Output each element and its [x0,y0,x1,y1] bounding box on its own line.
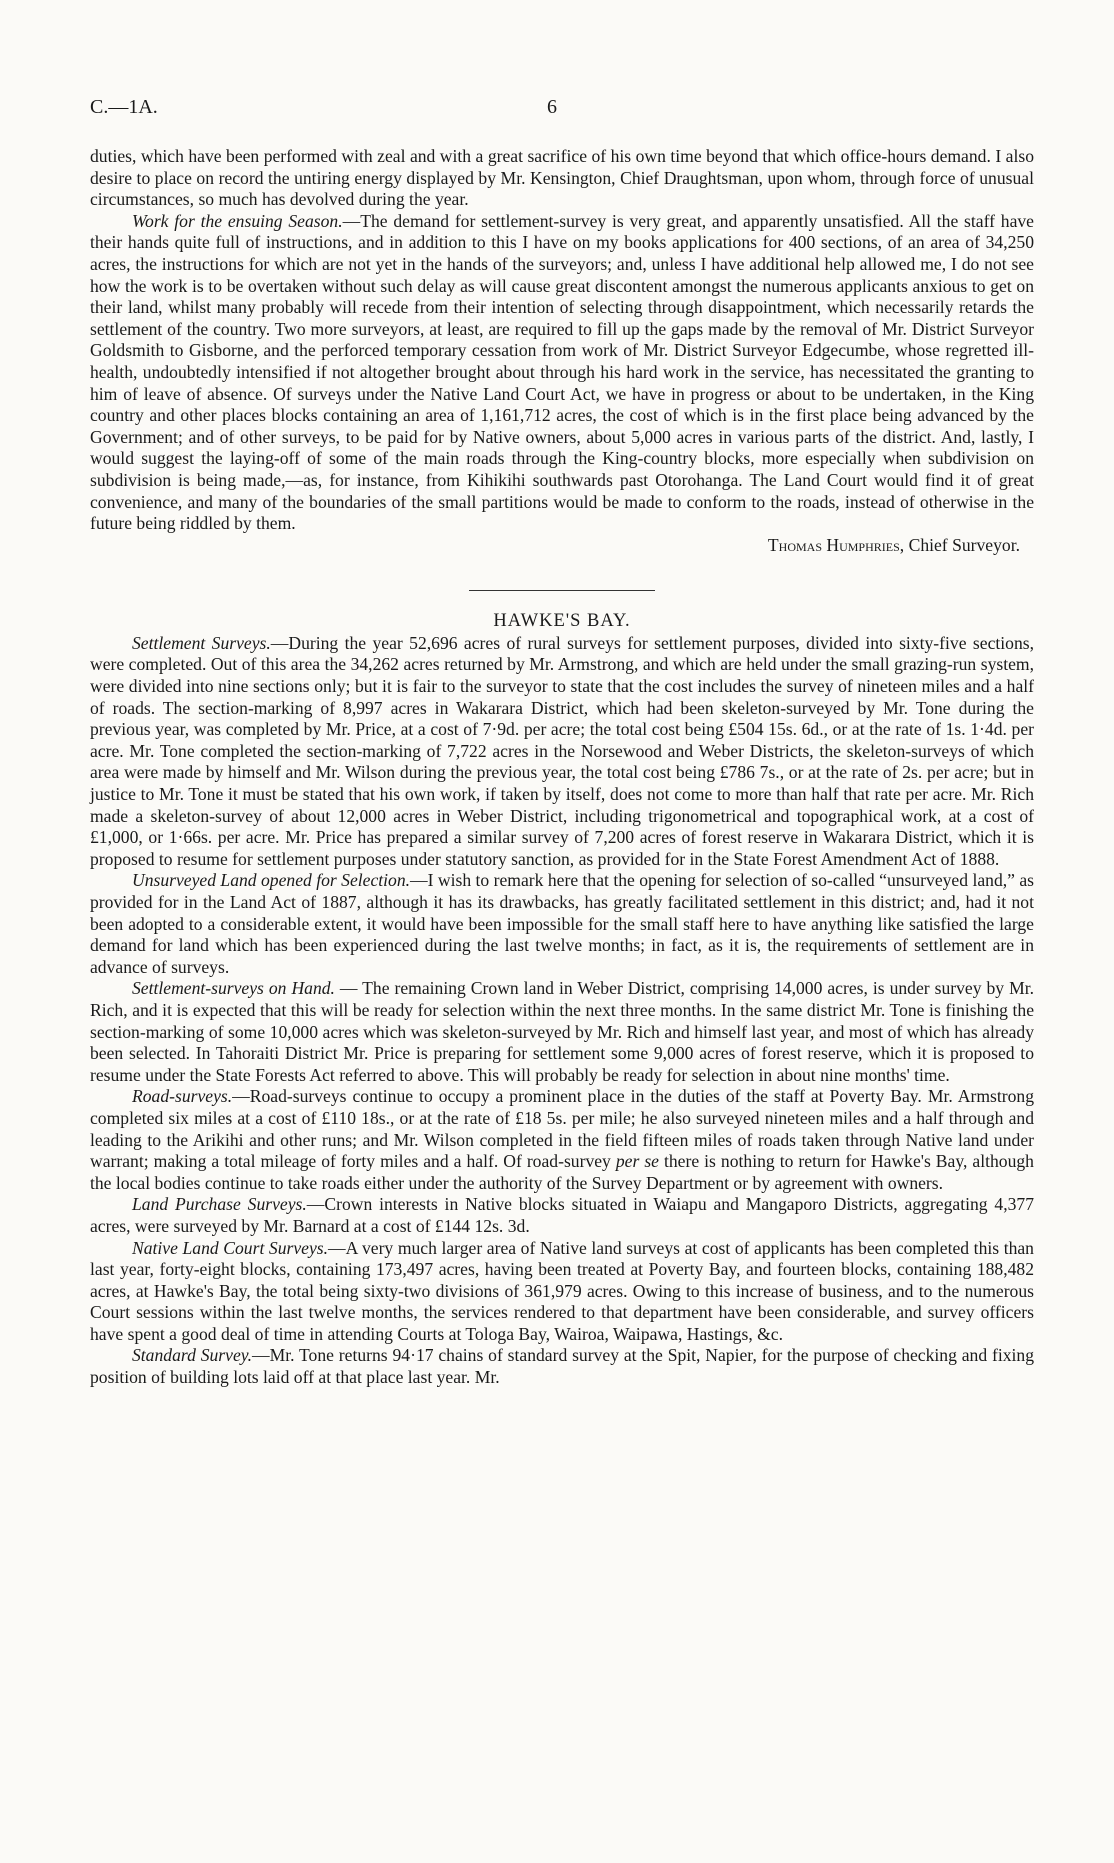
page-number: 6 [547,96,557,118]
paragraph-lead: Native Land Court Surveys. [132,1237,329,1258]
paragraph-settlement-surveys: Settlement Surveys.—During the year 52,696 acres of rural surveys for settlement purposes, divided into sixty-five sections, were completed. Out of this area the 34,262 acres returned by Mr. Armstrong, and which are held under the small grazing-run system, were divided into nine sections only; but it is fair to the surveyor to state that the cost includes the survey of nineteen miles and a half of roads. The section-marking of 8,997 acres in Wakarara District, which had been skeleton-surveyed by Mr. Tone during the previous year, was completed by Mr. Price, at a cost of 7·9d. per acre; the total cost being £504 15s. 6d., or at the rate of 1s. 1·4d. per acre. Mr. Tone completed the section-marking of 7,722 acres in the Norsewood and Weber Districts, the skeleton-surveys of which area were made by himself and Mr. Wilson during the previous year, the total cost being £786 7s., or at the rate of 2s. per acre; but in justice to Mr. Tone it must be stated that his own work, if taken by itself, does not come to more than half that rate per acre. Mr. Rich made a skeleton-survey of about 12,000 acres in Weber District, including trigonometrical and topographical work, at a cost of £1,000, or 1·66s. per acre. Mr. Price has prepared a similar survey of 7,200 acres of forest reserve in Wakarara District, which it is proposed to resume for settlement purposes under statutory sanction, as provided for in the State Forest Amendment Act of 1888. [90,632,1034,869]
signature [90,535,1034,557]
section-divider [469,590,655,591]
signature-title: , Chief Surveyor. [899,534,1020,555]
signature-name: Thomas Humphries [767,534,900,555]
paragraph-land-purchase-surveys: Land Purchase Surveys.—Crown interests in Native blocks situated in Waiapu and Mangaporo Districts, aggregating 4,377 acres, were surveyed by Mr. Barnard at a cost of £144 12s. 3d. [90,1194,1034,1236]
paragraph-lead: Work for the ensuing Season. [132,210,343,231]
italic-phrase: per se [615,1151,659,1172]
paragraph-road-surveys: Road-surveys.—Road-surveys continue to occupy a prominent place in the duties of the staff at Poverty Bay. Mr. Armstrong completed six miles at a cost of £110 18s., or at the rate of £18 5s. per mile; he also surveyed nineteen miles and a half through and leading to the Arikihi and other runs; and Mr. Wilson completed in the field fifteen miles of roads taken through Native land under warrant; making a total mileage of forty miles and a half. Of road-survey per se there is nothing to return for Hawke's Bay, although the local bodies continue to take roads either under the authority of the Survey Department or by agreement with owners. [90,1086,1034,1193]
body-text [90,146,1034,1389]
paragraph-lead: Land Purchase Surveys. [132,1194,307,1215]
paragraph-lead: Unsurveyed Land opened for Selection. [132,870,411,891]
paragraph-lead: Settlement-surveys on Hand. [132,978,335,999]
paragraph-work-ensuing-season: Work for the ensuing Season.—The demand for settlement-survey is very great, and apparently unsatisfied. All the staff have their hands quite full of instructions, and in addition to this I have on my books applications for 400 sections, of an area of 34,250 acres, the instructions for which are not yet in the hands of the surveyors; and, unless I have additional help allowed me, I do not see how the work is to be overtaken without such delay as will cause great discontent amongst the numerous applicants anxious to get on their land, whilst many probably will recede from their intention of selecting through disappointment, which necessarily retards the settlement of the country. Two more surveyors, at least, are required to fill up the gaps made by the removal of Mr. District Surveyor Goldsmith to Gisborne, and the perforced temporary cessation from work of Mr. District Surveyor Edgecumbe, whose regretted ill-health, undoubtedly intensified if not altogether brought about through his hard work in the service, has necessitated the granting to him of leave of absence. Of surveys under the Native Land Court Act, we have in progress or about to be undertaken, in the King country and other places blocks containing an area of 1,161,712 acres, the cost of which is in the first place being advanced by the Government; and of other surveys, to be paid for by Native owners, about 5,000 acres in various parts of the district. And, lastly, I would suggest the laying-off of some of the main roads through the King-country blocks, more especially when subdivision on subdivision is being made,—as, for instance, from Kihikihi southwards past Otorohanga. The Land Court would find it of great convenience, and many of the boundaries of the small partitions would be made to conform to the roads, instead of otherwise in the future being riddled by them. [90,210,1034,534]
running-head [90,96,1034,124]
paragraph-native-land-court-surveys: Native Land Court Surveys.—A very much larger area of Native land surveys at cost of applicants has been completed this than last year, forty-eight blocks, containing 173,497 acres, having been treated at Poverty Bay, and fourteen blocks, containing 188,482 acres, at Hawke's Bay, the total being sixty-two divisions of 361,979 acres. Owing to this increase of business, and to the numerous Court sessions within the last twelve months, the services rendered to that department have been considerable, and survey officers have spent a good deal of time in attending Courts at Tologa Bay, Wairoa, Waipawa, Hastings, &c. [90,1237,1034,1344]
paragraph-unsurveyed-land: Unsurveyed Land opened for Selection.—I wish to remark here that the opening for selection of so-called “unsurveyed land,” as provided for in the Land Act of 1887, although it has its drawbacks, has greatly facilitated settlement in this district; and, had it not been adopted to a considerable extent, it would have been impossible for the small staff here to have anything like satisfied the large demand for land which has been experienced during the last twelve months; in fact, as it is, the requirements of settlement are in advance of surveys. [90,870,1035,977]
paragraph-continuation: duties, which have been performed with zeal and with a great sacrifice of his own time beyond that which office-hours demand. I also desire to place on record the untiring energy displayed by Mr. Kensington, Chief Draughtsman, upon whom, through force of unusual circumstances, so much has devolved during the year. [90,146,1034,210]
paragraph-lead: Settlement Surveys. [132,632,271,653]
paragraph-standard-survey: Standard Survey.—Mr. Tone returns 94·17 chains of standard survey at the Spit, Napier, for the purpose of checking and fixing position of building lots laid off at that place last year. Mr. [90,1345,1034,1388]
document-reference: C.—1A. [90,96,158,118]
paragraph-settlement-surveys-on-hand: Settlement-surveys on Hand. — The remaining Crown land in Weber District, comprising 14,000 acres, is under survey by Mr. Rich, and it is expected that this will be ready for selection within the next three months. In the same district Mr. Tone is finishing the section-marking of some 10,000 acres which was skeleton-surveyed by Mr. Rich and himself last year, and most of which has already been selected. In Tahoraiti District Mr. Price is preparing for settlement some 9,000 acres of forest reserve, which it is proposed to resume under the State Forests Act referred to above. This will probably be ready for selection in about nine months' time. [90,978,1034,1085]
paragraph-lead: Standard Survey. [132,1345,252,1366]
section-heading: HAWKE'S BAY. [493,611,631,632]
paragraph-lead: Road-surveys. [132,1086,233,1107]
